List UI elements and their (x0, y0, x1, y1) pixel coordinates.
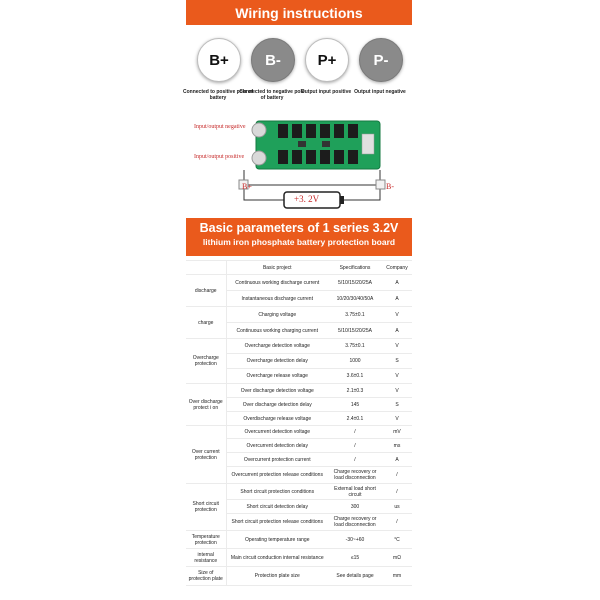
table-row (186, 567, 412, 586)
terminal-b-minus-caption: Connected to negative pole of battery (239, 89, 305, 101)
basic-parameters-banner (186, 218, 412, 256)
unit-cell: °C (382, 531, 412, 549)
terminal-p-plus-caption: Output input positive (300, 89, 352, 95)
terminal-p-minus-caption: Output input negative (354, 89, 406, 95)
unit-cell: A (382, 323, 412, 339)
unit-cell: / (382, 484, 412, 500)
category-cell: Size of protection plate (186, 567, 226, 586)
spec-cell: / (328, 439, 382, 453)
table-row (186, 384, 412, 398)
category-cell: Overcharge protection (186, 339, 226, 384)
category-cell: charge (186, 307, 226, 339)
unit-cell: V (382, 384, 412, 398)
project-cell: Short circuit protection release conditions (226, 514, 328, 531)
category-cell: Short circuit protection (186, 484, 226, 531)
category-cell: Over current protection (186, 426, 226, 484)
project-cell: Operating temperature range (226, 531, 328, 549)
table-row (186, 549, 412, 567)
spec-cell: Charge recovery or load disconnection (328, 467, 382, 484)
project-cell: Short circuit protection conditions (226, 484, 328, 500)
project-cell: Overcurrent detection delay (226, 439, 328, 453)
unit-cell: V (382, 412, 412, 426)
terminal-p-plus-circle: P+ (305, 38, 349, 82)
project-cell: Over discharge detection delay (226, 398, 328, 412)
unit-cell: us (382, 500, 412, 514)
parameters-table (186, 260, 412, 586)
project-cell: Instantaneous discharge current (226, 291, 328, 307)
category-cell: discharge (186, 275, 226, 307)
project-cell: Short circuit detection delay (226, 500, 328, 514)
table-row (186, 531, 412, 549)
table-header-row (186, 261, 412, 275)
spec-cell: 2.4±0.1 (328, 412, 382, 426)
spec-cell: ≤15 (328, 549, 382, 567)
battery-voltage-label: +3. 2V (294, 194, 320, 204)
project-cell: Charging voltage (226, 307, 328, 323)
project-cell: Overcharge release voltage (226, 369, 328, 384)
unit-cell: S (382, 354, 412, 369)
spec-cell: 3.6±0.1 (328, 369, 382, 384)
category-cell: Temperature protection (186, 531, 226, 549)
project-cell: Over discharge detection voltage (226, 384, 328, 398)
spec-cell: 3.75±0.1 (328, 339, 382, 354)
category-cell: Over discharge protect i on (186, 384, 226, 426)
terminal-b-plus-caption: Connected to positive pole of battery (183, 89, 254, 101)
b-minus-pad (376, 180, 385, 189)
b-minus-wire-label: B- (386, 182, 394, 191)
spec-cell: 5/10/15/20/25A (328, 275, 382, 291)
terminal-p-minus-circle: P- (359, 38, 403, 82)
wiring-diagram (192, 114, 412, 218)
header-specifications: Specifications (328, 261, 382, 275)
spec-cell: -30~+60 (328, 531, 382, 549)
b-plus-wire-label: B+ (242, 182, 252, 191)
project-cell: Overcurrent protection current (226, 453, 328, 467)
terminal-b-minus-circle: B- (251, 38, 295, 82)
basic-parameters-title: Basic parameters of 1 series 3.2V (199, 221, 399, 235)
spec-cell: / (328, 453, 382, 467)
spec-cell: 3.75±0.1 (328, 307, 382, 323)
unit-cell: / (382, 514, 412, 531)
project-cell: Protection plate size (226, 567, 328, 586)
unit-cell: S (382, 398, 412, 412)
header-basic-project: Basic project (226, 261, 328, 275)
project-cell: Overdischarge release voltage (226, 412, 328, 426)
unit-cell: A (382, 291, 412, 307)
project-cell: Overcurrent protection release conditions (226, 467, 328, 484)
unit-cell: V (382, 369, 412, 384)
protection-board-image (252, 121, 380, 169)
terminal-b-plus-circle: B+ (197, 38, 241, 82)
project-cell: Main circuit conduction internal resistance (226, 549, 328, 567)
spec-cell: External load short circuit (328, 484, 382, 500)
project-cell: Continuous working charging current (226, 323, 328, 339)
unit-cell: mm (382, 567, 412, 586)
table-row (186, 426, 412, 439)
category-cell: internal resistance (186, 549, 226, 567)
table-row (186, 484, 412, 500)
unit-cell: mV (382, 426, 412, 439)
io-negative-label: Input/output negative (194, 124, 246, 130)
spec-cell: 300 (328, 500, 382, 514)
spec-cell: 145 (328, 398, 382, 412)
spec-cell: / (328, 426, 382, 439)
project-cell: Overcurrent detection voltage (226, 426, 328, 439)
unit-cell: A (382, 275, 412, 291)
unit-cell: A (382, 453, 412, 467)
project-cell: Overcharge detection voltage (226, 339, 328, 354)
header-category (186, 261, 226, 275)
table-row (186, 307, 412, 323)
spec-cell: 2.1±0.3 (328, 384, 382, 398)
unit-cell: V (382, 307, 412, 323)
table-row (186, 275, 412, 291)
unit-cell: mΩ (382, 549, 412, 567)
table-row (186, 339, 412, 354)
header-company: Company (382, 261, 412, 275)
spec-cell: 10/20/30/40/50A (328, 291, 382, 307)
spec-cell: Charge recovery or load disconnection (328, 514, 382, 531)
spec-cell: 5/10/15/20/25A (328, 323, 382, 339)
unit-cell: ms (382, 439, 412, 453)
unit-cell: / (382, 467, 412, 484)
spec-cell: See details page (328, 567, 382, 586)
spec-cell: 1000 (328, 354, 382, 369)
basic-parameters-subtitle: lithium iron phosphate battery protection board (202, 237, 396, 247)
unit-cell: V (382, 339, 412, 354)
project-cell: Overcharge detection delay (226, 354, 328, 369)
io-positive-label: Input/output positive (194, 154, 245, 160)
project-cell: Continuous working discharge current (226, 275, 328, 291)
wiring-instructions-banner: Wiring instructions (186, 0, 412, 25)
